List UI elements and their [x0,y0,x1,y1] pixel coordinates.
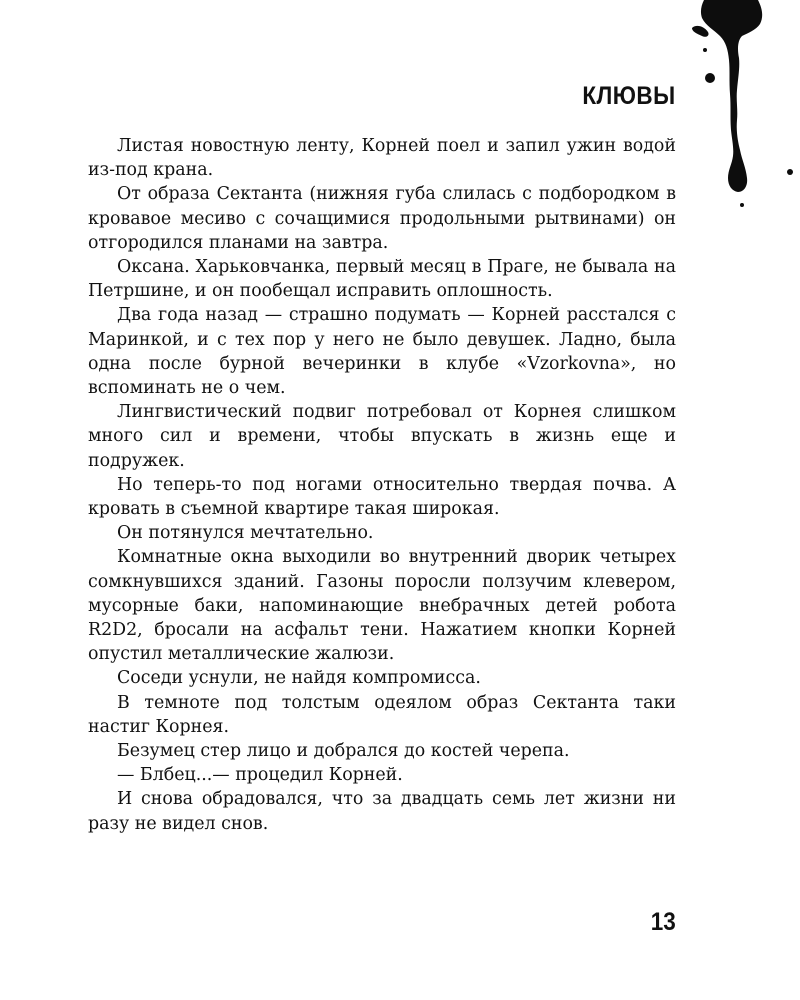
paragraph: Лингвистический подвиг потребовал от Корнея слишком много сил и времени, чтобы впускать в жизнь еще и подружек. [88,402,676,471]
paragraph: Два года назад — страшно подумать — Корней расстался с Маринкой, и с тех пор у него не было девушек. Ладно, была одна после бурной вечеринки в клубе «Vzorkovna», но вспоминать не о чем. [88,305,676,399]
paragraph: От образа Сектанта (нижняя губа слилась с подбородком в кровавое месиво с сочащимися продольными рытвинами) он отгородился планами на завтра. [88,184,676,253]
paragraph: Но теперь-то под ногами относительно твердая почва. А кровать в съемной квартире такая широкая. [88,474,676,520]
paragraph: Соседи уснули, не найдя компромисса. [117,668,481,689]
paragraph: Он потянулся мечтательно. [117,523,374,544]
paragraph: В темноте под толстым одеялом образ Сектанта таки настиг Корнея. [88,692,676,737]
paragraph: — Блбец...— процедил Корней. [117,765,403,786]
paragraph: Листая новостную ленту, Корней поел и запил ужин водой из-под крана. [88,136,676,181]
page-number: 13 [650,908,676,936]
paragraph: Безумец стер лицо и добрался до костей черепа. [117,741,570,762]
paragraph: Оксана. Харьковчанка, первый месяц в Праге, не бывала на Петршине, и он пообещал исправить оплошность. [88,257,676,302]
paragraph: И снова обрадовался, что за двадцать семь лет жизни ни разу не видел снов. [88,789,676,834]
chapter-title: КЛЮВЫ [582,82,676,110]
paragraph: Комнатные окна выходили во внутренний дворик четырех сомкнувшихся зданий. Газоны поросли ползучим клевером, мусорные баки, напоминающие внебрачных детей робота R2D2, бросали на асфальт тени. Нажатием кнопки Корней опустил металлические жалюзи. [88,547,676,665]
ink-splatter-icon [690,0,800,215]
text-body [88,134,676,836]
